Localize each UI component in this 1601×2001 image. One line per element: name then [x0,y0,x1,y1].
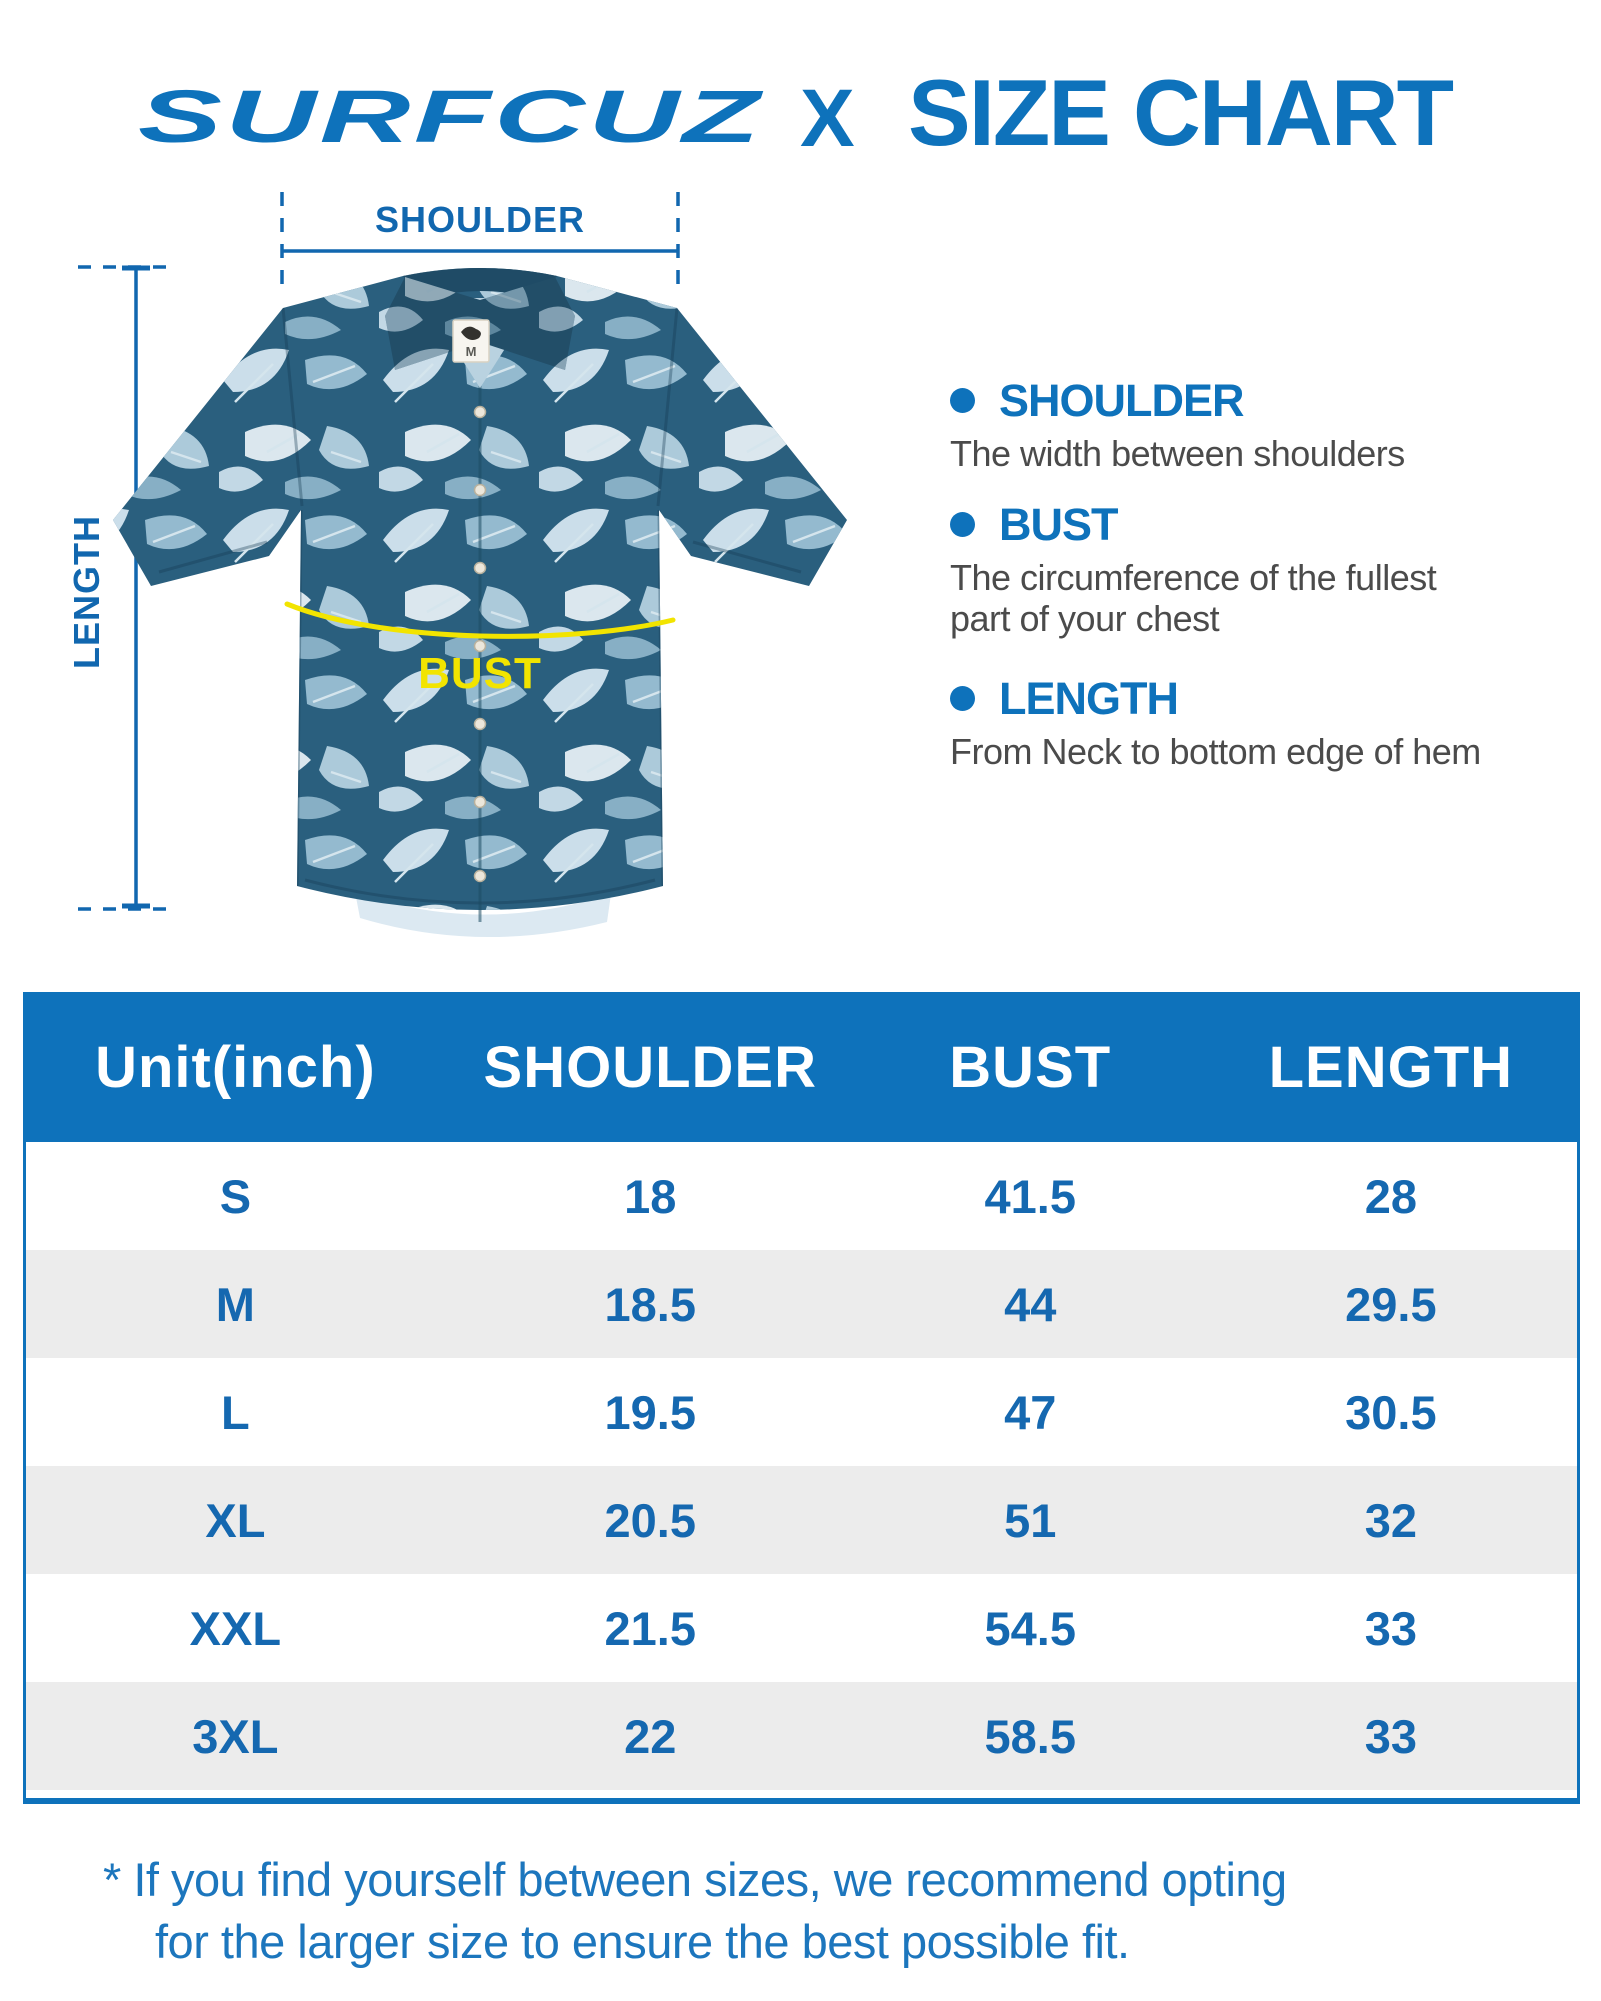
length-value: 29.5 [1345,1277,1437,1331]
shoulder-diagram-label: SHOULDER [374,199,586,240]
footnote-line-1: * If you find yourself between sizes, we recommend opting [103,1853,1287,1906]
column-header-unit: Unit(inch) [95,1034,376,1100]
guide-term-row [950,500,1495,548]
shoulder-value: 18.5 [604,1277,696,1331]
length-value: 33 [1364,1709,1417,1763]
guide-term-label: BUST [999,498,1118,550]
guide-definition: From Neck to bottom edge of hem [950,731,1481,772]
table-row [26,1142,1577,1250]
table-row [26,1358,1577,1466]
length-diagram-label: LENGTH [66,515,107,669]
size-table [23,992,1580,1804]
table-row [26,1574,1577,1682]
size-label: M [215,1277,255,1331]
size-label: L [221,1385,250,1439]
column-header-length: LENGTH [1268,1034,1514,1100]
size-label: S [219,1169,252,1223]
guide-term-row [950,376,1495,424]
bullet-icon [950,686,975,711]
bust-value: 47 [1004,1385,1057,1439]
bust-diagram-label: BUST [418,649,542,698]
bust-value: 54.5 [984,1601,1076,1655]
column-header-bust: BUST [949,1034,1112,1100]
length-value: 30.5 [1345,1385,1437,1439]
brand-logo: SURFCUZ [138,75,763,158]
length-value: 28 [1364,1169,1417,1223]
guide-item-bust [950,500,1495,639]
bust-value: 51 [1004,1493,1057,1547]
bust-value: 41.5 [984,1169,1076,1223]
bust-value: 58.5 [984,1709,1076,1763]
shoulder-value: 18 [624,1169,677,1223]
page-title: SIZE CHART [908,60,1452,165]
length-value: 33 [1364,1601,1417,1655]
sizing-footnote [103,1849,1523,1973]
table-row [26,1466,1577,1574]
guide-item-shoulder [950,376,1495,474]
column-header-shoulder: SHOULDER [483,1034,817,1100]
size-label: 3XL [192,1709,279,1763]
shoulder-value: 19.5 [604,1385,696,1439]
shirt-illustration [55,180,905,970]
guide-item-length [950,674,1495,772]
shoulder-value: 20.5 [604,1493,696,1547]
bullet-icon [950,388,975,413]
size-label: XXL [189,1601,282,1655]
table-row [26,1250,1577,1358]
size-label: XL [205,1493,266,1547]
guide-term-label: SHOULDER [999,374,1244,426]
guide-term-row [950,674,1495,722]
size-table-header [26,992,1577,1142]
title-separator: X [800,73,855,164]
shirt-measurement-diagram [55,180,905,970]
guide-definition: The circumference of the fullest part of your chest [950,557,1437,639]
guide-definition: The width between shoulders [950,433,1405,474]
length-value: 32 [1364,1493,1417,1547]
collar-tag [453,320,489,362]
shoulder-value: 22 [624,1709,677,1763]
bust-value: 44 [1004,1277,1057,1331]
table-row [26,1682,1577,1790]
bullet-icon [950,512,975,537]
guide-term-label: LENGTH [999,672,1178,724]
collar-tag-size: M [465,344,477,359]
footnote-line-2: for the larger size to ensure the best possible fit. [155,1915,1130,1968]
shoulder-value: 21.5 [604,1601,696,1655]
